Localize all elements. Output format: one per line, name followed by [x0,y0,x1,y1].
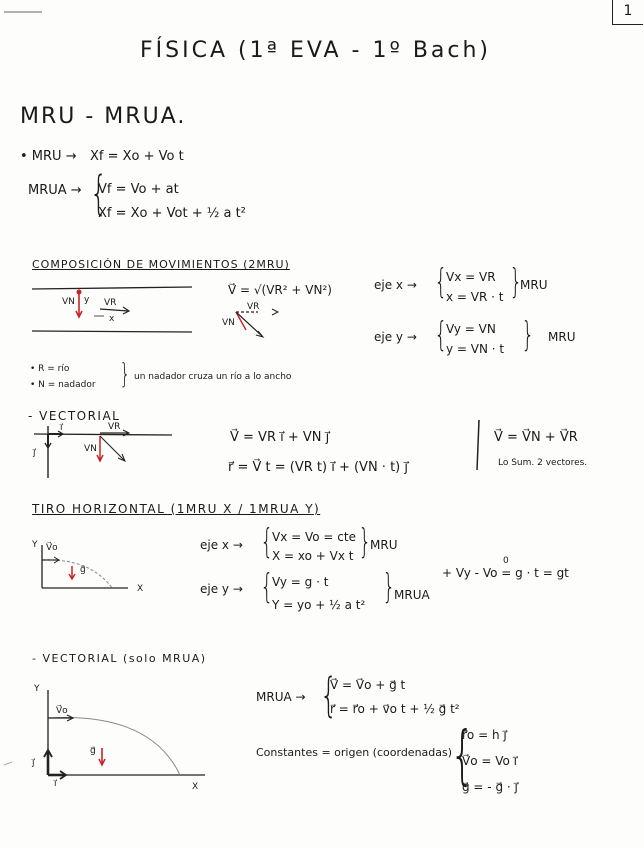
diagram-vn-label: VN [62,297,75,307]
comp-eje-x-tag: MRU [520,278,548,292]
legend-rio: • R = río [30,364,70,374]
river-bank-top [32,287,192,289]
v-modulus: V⃗ = √(VR² + VN²) [228,283,332,297]
comp-eje-y-brace: { [434,315,448,355]
v2-const-label: Constantes = origen (coordenadas) [256,746,453,759]
comp-eje-x-close: } [509,262,523,302]
legend-brace: } [119,357,131,390]
mru-equation: Xf = Xo + Vo t [90,149,184,164]
tiro-side-zero: 0 [503,556,509,566]
vec-sum-note: Lo Sum. 2 vectores. [498,458,588,468]
v2-mrua-label: MRUA → [256,690,306,704]
tiro-eje-y-eq1: Vy = g · t [272,575,329,589]
mru-mrua-heading: MRU - MRUA. [20,104,187,129]
legend-note: un nadador cruza un río a lo ancho [134,372,292,382]
tiro-eje-y-brace: { [260,567,274,607]
v2-mrua-brace: { [319,668,338,722]
vr-arrow [100,309,128,311]
tiro-y-axis-label: Y [32,540,38,550]
comp-eje-x-label: eje x → [374,278,417,292]
v2-const-brace: { [450,719,475,793]
v2-trajectory [48,717,180,775]
river-bank-bottom [32,331,192,332]
v2-const-3: g⃗ = - g⃗ · j⃗ [462,780,518,794]
vec-vn-label: VN [84,444,97,454]
tiro-g-label: g⃗ [80,565,86,575]
tiro-eje-y-close: } [382,567,396,607]
page-number: 1 [612,0,643,25]
comp-eje-y-eq1: Vy = VN [446,322,496,336]
comp-eje-y-eq2: y = VN · t [446,342,505,356]
tiro-trajectory [42,560,112,588]
tiro-eje-y-label: eje y → [200,582,243,596]
v2-const-1: r⃗o = h j⃗ [462,728,507,742]
tiro-side-note: + Vy - Vo = g · t = gt [442,566,569,580]
tiro-eje-x-brace: { [260,522,274,562]
vectorial-heading: - VECTORIAL [28,409,121,423]
triangle-vr: VR [247,302,260,312]
comp-eje-y-close: } [521,315,535,355]
diagram-x-label: x [109,314,115,324]
tiro-eje-x-close: } [358,522,372,562]
v2-const-2: V⃗o = Vo i⃗ [462,754,518,768]
tiro-eje-x-label: eje x → [200,538,243,552]
vec-vr-label: VR [108,422,121,432]
v2-i-label: i⃗ [54,779,57,789]
mru-label: • MRU → [20,149,77,164]
tiro-eje-y-tag: MRUA [394,588,430,602]
diagram-y-label: y [84,295,90,305]
composicion-heading: COMPOSICIÓN DE MOVIMIENTOS (2MRU) [32,258,290,271]
legend-nadador: • N = nadador [30,380,96,390]
v2-g-label: g⃗ [90,746,96,756]
v2-j-label: j⃗ [32,758,35,768]
v2-eq1: V⃗ = V⃗o + g⃗ t [330,678,406,692]
tiro-x-axis-label: X [137,584,144,594]
diagram-vr-label: VR [104,298,117,308]
mrua-brace: { [89,166,108,220]
tiro-eje-x-tag: MRU [370,538,398,552]
tiro-eje-y-eq2: Y = yo + ½ a t² [272,598,366,612]
v2-eq2: r⃗ = r⃗o + v⃗o t + ½ g⃗ t² [330,702,460,716]
swimmer-dot [77,290,82,295]
comp-eje-x-eq1: Vx = VR [446,270,496,284]
v2-vo-label: V⃗o [56,706,68,716]
mrua-eq1: Vf = Vo + at [98,182,179,197]
sum-bar [477,420,479,470]
v2-x-axis-label: X [192,782,199,792]
mrua-eq2: Xf = Xo + Vot + ½ a t² [98,206,246,221]
vec-i-label: i⃗ [60,423,63,433]
tiro-heading: TIRO HORIZONTAL (1MRU X / 1MRUA Y) [32,502,321,516]
vec-j-label: j⃗ [33,448,36,458]
vec-eq-v: V⃗ = VR i⃗ + VN j⃗ [230,430,330,445]
vec-sum-eq: V⃗ = V⃗N + V⃗R [494,430,578,445]
comp-eje-y-label: eje y → [374,330,417,344]
v2-y-axis-label: Y [34,684,40,694]
comp-eje-x-brace: { [434,262,448,302]
tiro-vo-label: V⃗o [46,543,58,553]
page-title: FÍSICA (1ª EVA - 1º Bach) [140,38,492,63]
tiro-eje-x-eq2: X = xo + Vx t [272,549,354,563]
triangle-vn: VN [222,318,235,328]
vec-eq-r: r⃗ = V⃗ t = (VR t) i⃗ + (VN · t) j⃗ [228,460,408,475]
mrua-label: MRUA → [28,183,82,198]
comp-eje-x-eq2: x = VR · t [446,290,504,304]
tiro-eje-x-eq1: Vx = Vo = cte [272,530,356,544]
vectorial2-heading: - VECTORIAL (solo MRUA) [32,652,207,665]
comp-eje-y-tag: MRU [548,330,576,344]
